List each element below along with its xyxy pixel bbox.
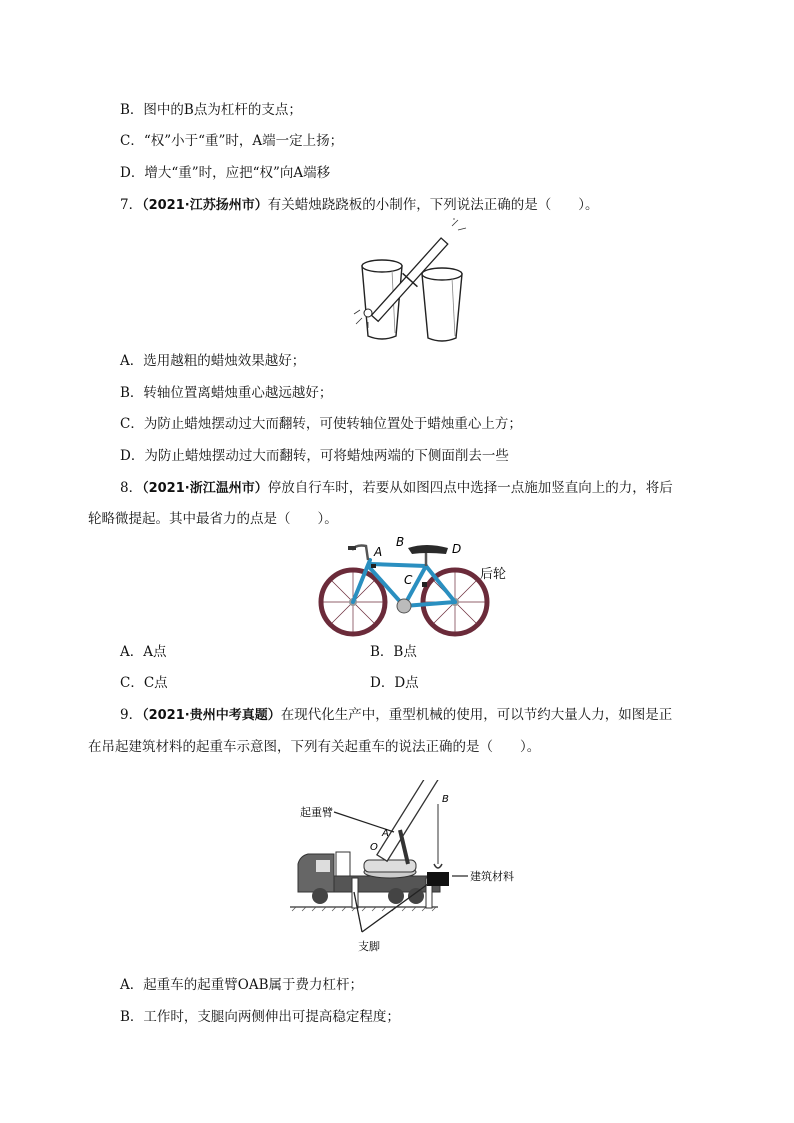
q8-option-d: D．D点 [370,675,419,691]
crane-label-o: O [370,842,378,853]
q9-stem-1: 在现代化生产中，重型机械的使用，可以节约大量人力，如图是正 [280,707,673,723]
bike-label-a: A [374,545,383,559]
q6-option-d: D．增大“重”时，应把“权”向A端移 [120,165,331,181]
q7-stem-line [120,196,598,215]
crane-truck-figure [290,780,540,955]
crane-label-a: A [382,828,389,839]
q8-stem-1: 停放自行车时，若要从如图四点中选择一点施加竖直向上的力，将后 [267,480,673,496]
q7-option-d: D．为防止蜡烛摆动过大而翻转，可将蜡烛两端的下侧面削去一些 [120,448,509,464]
q8-stem-line-1 [120,479,673,498]
q8-number: 8． [120,480,143,496]
q9-option-a: A．起重车的起重臂OAB属于费力杠杆； [120,977,363,993]
crane-label-arm: 起重臂 [300,806,333,819]
q7-option-b: B．转轴位置离蜡烛重心越远越好； [120,385,333,401]
q8-option-b: B．B点 [370,644,417,660]
crane-label-material: 建筑材料 [470,870,514,883]
q6-option-b: B．图中的B点为杠杆的支点； [120,102,302,118]
candle-seesaw-figure [340,218,480,343]
bike-label-d: D [452,542,462,556]
q7-option-c: C．为防止蜡烛摆动过大而翻转，可使转轴位置处于蜡烛重心上方； [120,416,522,432]
q7-option-a: A．选用越粗的蜡烛效果越好； [120,353,306,369]
q9-option-b: B．工作时，支腿向两侧伸出可提高稳定程度； [120,1009,400,1025]
q8-source: （2021·浙江温州市） [142,481,268,496]
q6-option-c: C．“权”小于“重”时，A端一定上扬； [120,133,344,149]
q7-source: （2021·江苏扬州市） [142,198,268,213]
bicycle-figure [308,530,518,638]
crane-label-b: B [442,794,449,805]
q7-stem: 有关蜡烛跷跷板的小制作，下列说法正确的是（ ）。 [267,197,599,213]
crane-label-legs: 支脚 [358,940,380,953]
q8-option-a: A．A点 [120,644,167,660]
bike-label-c: C [404,573,413,587]
q8-option-c: C．C点 [120,675,168,691]
bike-label-rear-wheel: 后轮 [480,567,507,582]
q9-number: 9． [120,707,143,723]
q9-stem-line-2: 在吊起建筑材料的起重车示意图，下列有关起重车的说法正确的是（ ）。 [88,739,541,755]
q9-source: （2021·贵州中考真题） [142,708,281,723]
q7-number: 7． [120,197,143,213]
bike-label-b: B [396,535,405,549]
q8-stem-line-2: 轮略微提起。其中最省力的点是（ ）。 [88,511,338,527]
q9-stem-line-1 [120,706,672,725]
